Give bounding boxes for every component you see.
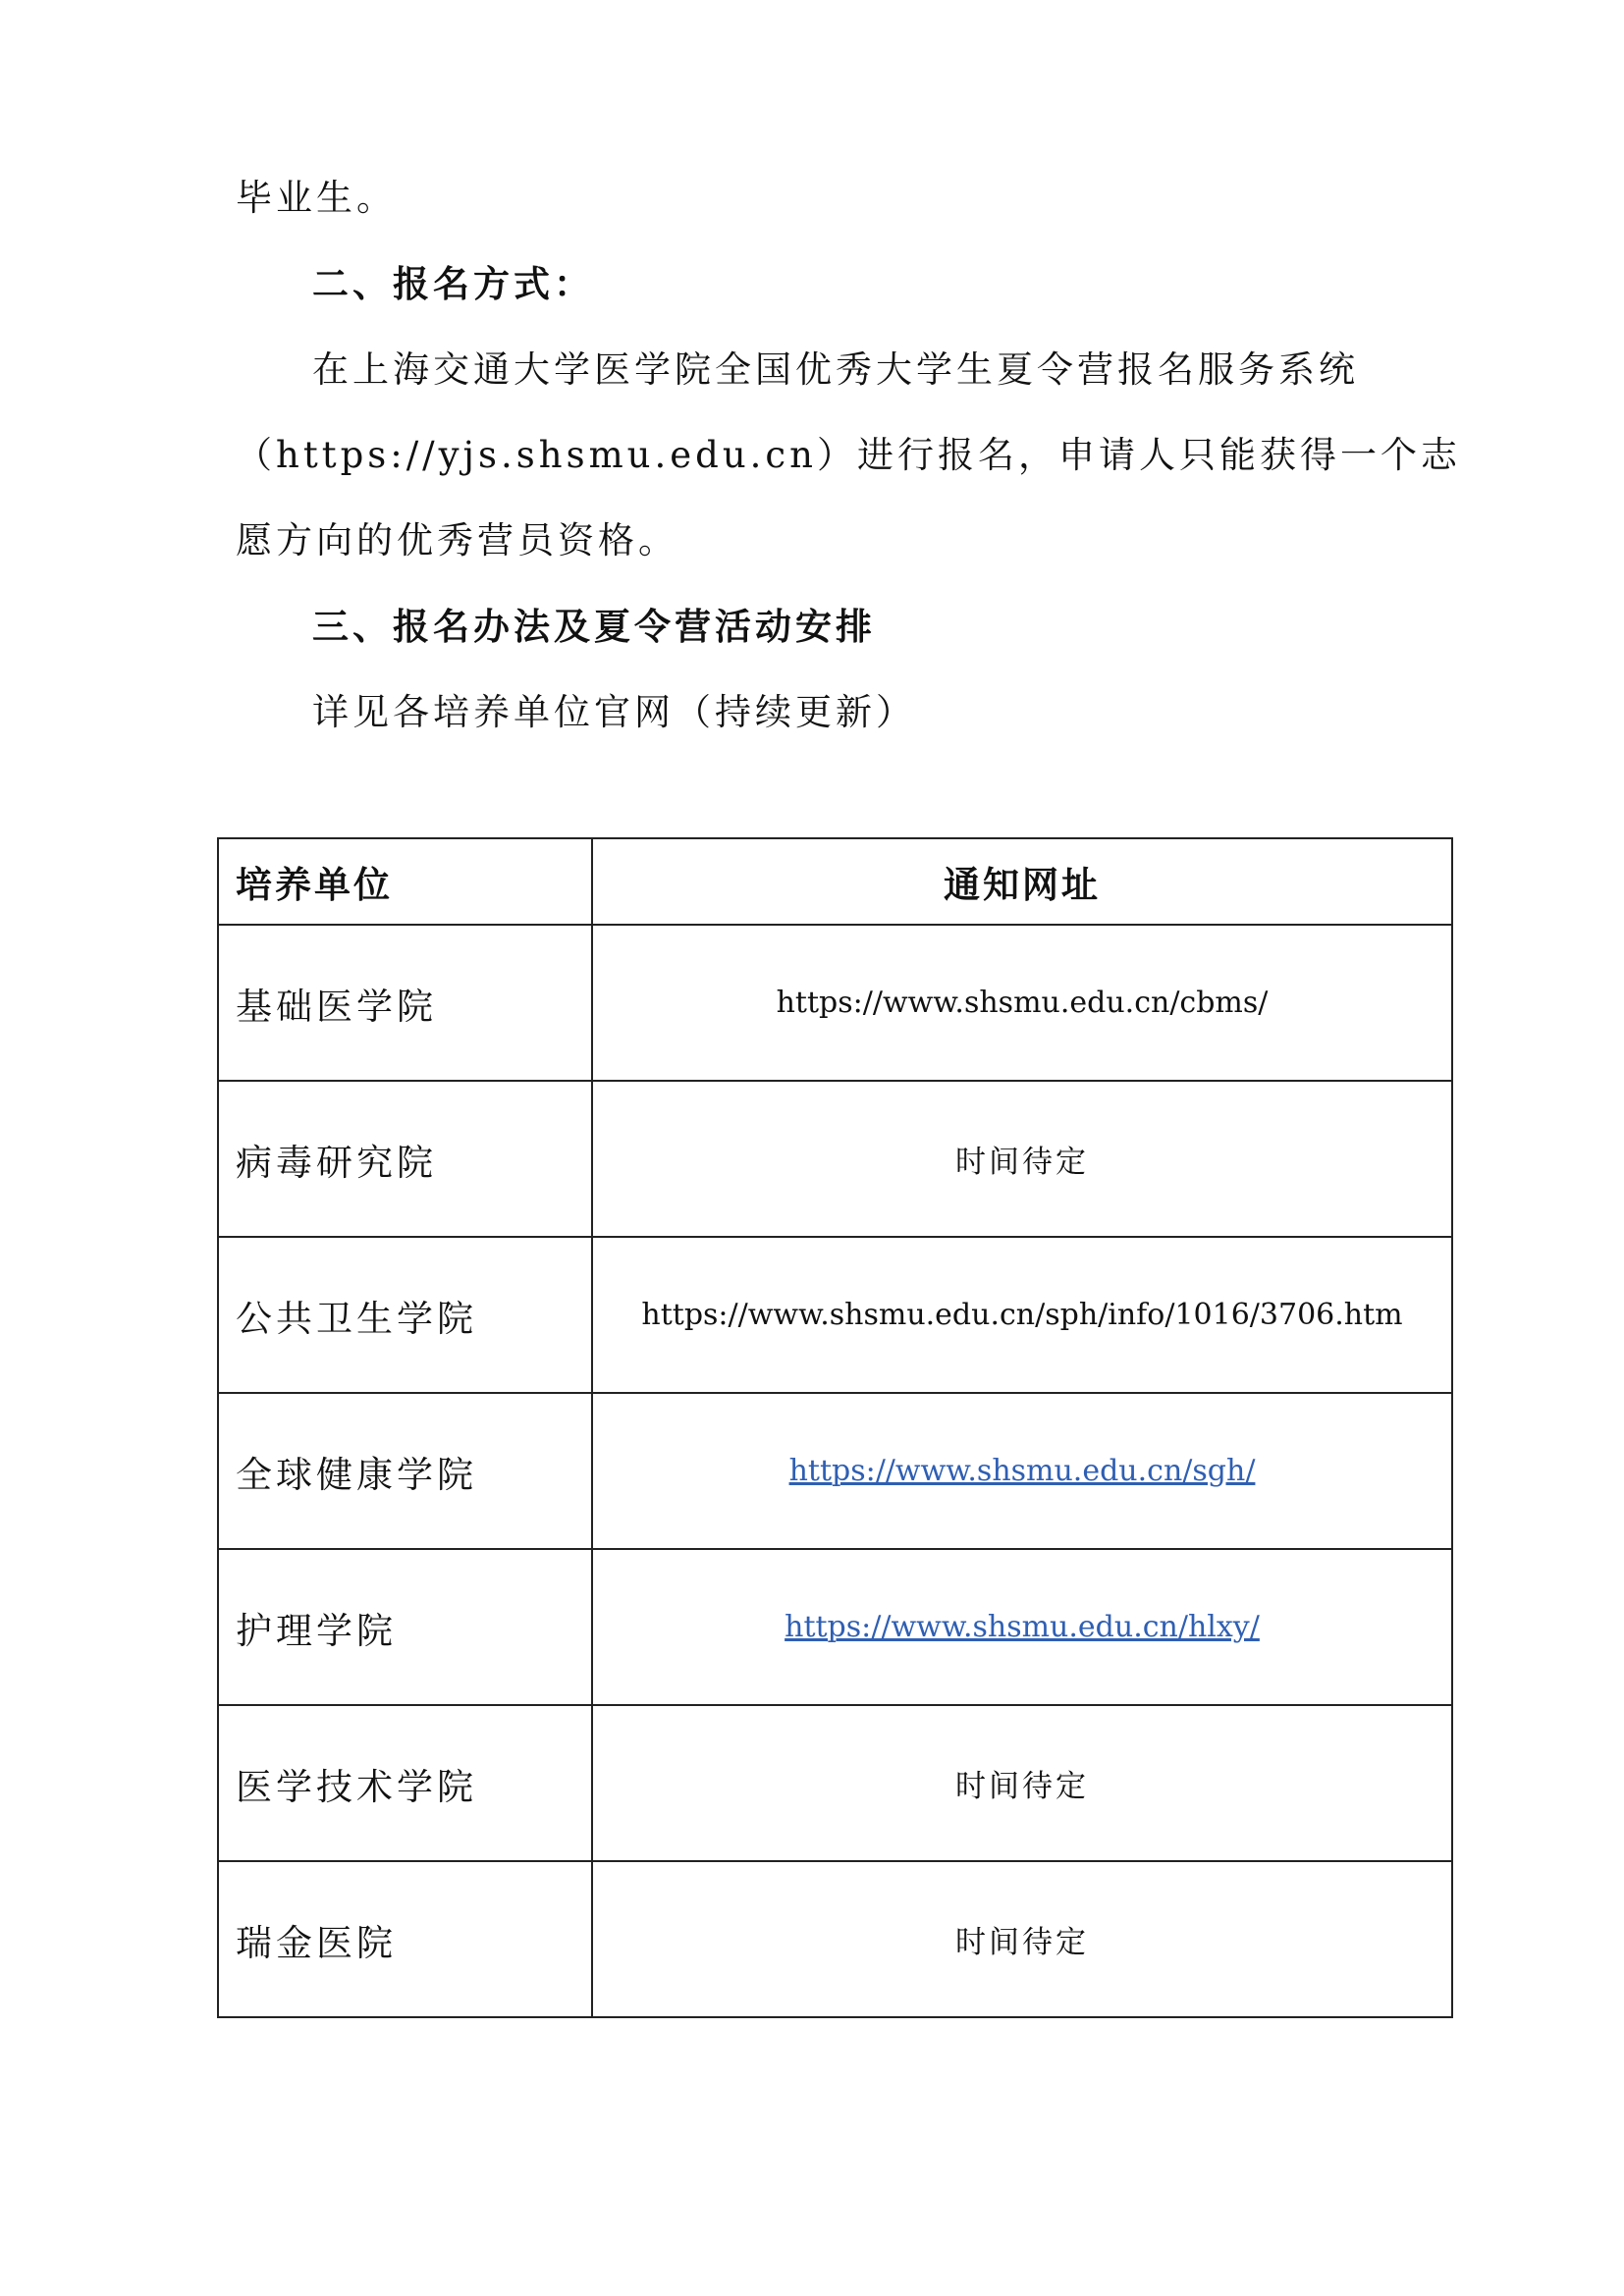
unit-name: 公共卫生学院 [218, 1237, 592, 1393]
units-table [217, 837, 1453, 2018]
url-link[interactable]: https://www.shsmu.edu.cn/sgh/ [788, 1454, 1256, 1488]
header-unit: 培养单位 [218, 838, 592, 925]
paragraph-line: 愿方向的优秀营员资格。 [236, 519, 678, 561]
unit-name: 瑞金医院 [218, 1861, 592, 2017]
unit-name: 基础医学院 [218, 925, 592, 1081]
unit-name: 护理学院 [218, 1549, 592, 1705]
table-row [218, 1705, 1452, 1861]
section-heading-arrangement: 三、报名办法及夏令营活动安排 [312, 606, 876, 648]
table-row [218, 1861, 1452, 2017]
table-row [218, 925, 1452, 1081]
unit-name: 医学技术学院 [218, 1705, 592, 1861]
paragraph-line: 毕业生。 [236, 177, 397, 219]
url-cell [592, 1393, 1452, 1549]
paragraph-line: 在上海交通大学医学院全国优秀大学生夏令营报名服务系统 [312, 348, 1359, 391]
table-row [218, 1549, 1452, 1705]
url-text: https://www.shsmu.edu.cn/sph/info/1016/3706.htm [641, 1298, 1403, 1332]
paragraph-line: （https://yjs.shsmu.edu.cn）进行报名，申请人只能获得一个志 [236, 434, 1461, 476]
pending-text: 时间待定 [955, 1925, 1089, 1960]
url-cell [592, 1549, 1452, 1705]
url-text: https://www.shsmu.edu.cn/cbms/ [776, 986, 1269, 1020]
url-cell [592, 925, 1452, 1081]
header-url: 通知网址 [592, 838, 1452, 925]
table-row [218, 1393, 1452, 1549]
paragraph-line: 详见各培养单位官网（持续更新） [312, 691, 916, 733]
table-row [218, 1081, 1452, 1237]
table-header-row [218, 838, 1452, 925]
url-link[interactable]: https://www.shsmu.edu.cn/hlxy/ [785, 1610, 1260, 1644]
url-cell [592, 1705, 1452, 1861]
pending-text: 时间待定 [955, 1769, 1089, 1804]
unit-name: 全球健康学院 [218, 1393, 592, 1549]
section-heading-registration: 二、报名方式： [312, 263, 594, 305]
url-cell [592, 1861, 1452, 2017]
pending-text: 时间待定 [955, 1145, 1089, 1180]
table-row [218, 1237, 1452, 1393]
unit-name: 病毒研究院 [218, 1081, 592, 1237]
url-cell [592, 1081, 1452, 1237]
url-cell [592, 1237, 1452, 1393]
